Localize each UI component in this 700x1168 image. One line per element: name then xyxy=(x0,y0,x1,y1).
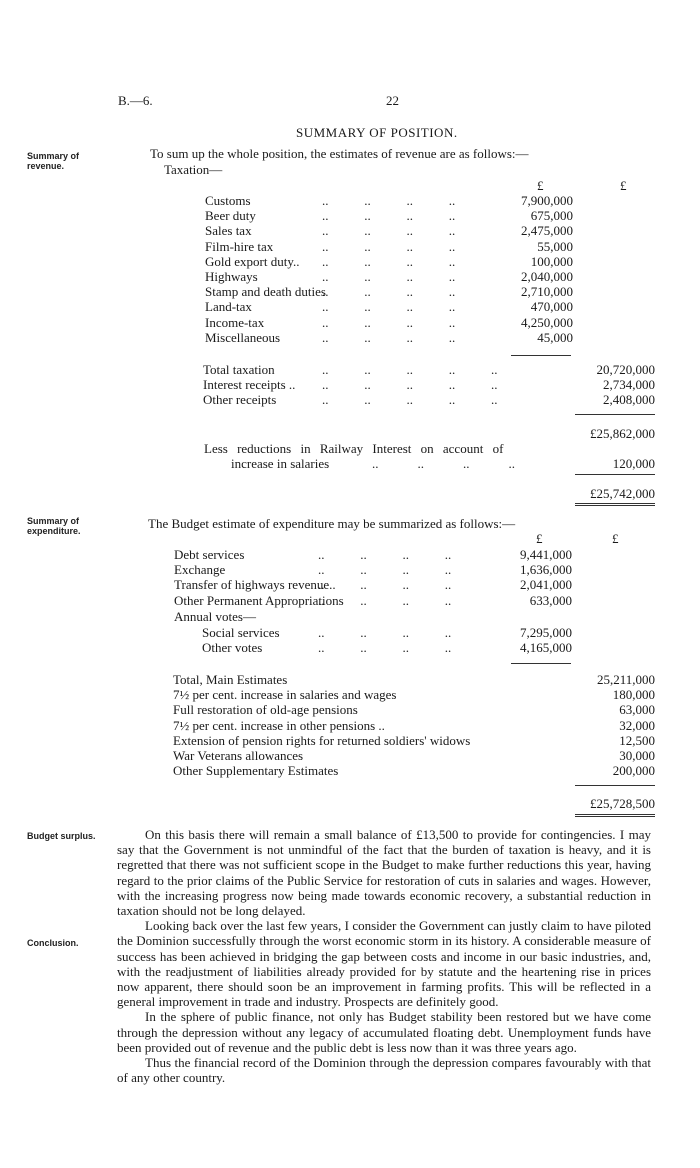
taxation-row xyxy=(205,193,573,208)
taxation-row-leader: .. .. .. .. xyxy=(322,299,456,315)
taxation-table xyxy=(205,193,573,345)
taxation-row-label: Film-hire tax xyxy=(205,238,274,254)
paragraph-finance: In the sphere of public finance, not only has Budget stability been restored but we have come through the depression without any legacy of accumulated floating debt. Unemployment funds have been provided out of revenue and the public debt is less now than it was three years ago. xyxy=(117,1009,651,1055)
paragraph-record: Thus the financial record of the Dominion through the depression compares favourably with that of any other country. xyxy=(117,1055,651,1086)
expenditure-row-value: 2,041,000 xyxy=(520,577,572,593)
expenditure-total-rule xyxy=(575,785,655,786)
supplementary-row-value: 25,211,000 xyxy=(596,672,655,687)
taxation-row-value: 2,710,000 xyxy=(521,284,573,300)
supplementary-row-label: Full restoration of old-age pensions xyxy=(173,702,358,718)
annual-vote-row xyxy=(202,625,572,640)
supplementary-table xyxy=(173,672,655,778)
taxation-row xyxy=(205,269,573,284)
revenue-total-row-value: 20,720,000 xyxy=(596,362,655,377)
revenue-total-row xyxy=(203,362,655,377)
revenue-net-underline xyxy=(575,503,655,506)
revenue-total-row-leader: .. .. .. .. .. xyxy=(322,362,498,377)
expenditure-row-value: 1,636,000 xyxy=(520,562,572,578)
revenue-totals-table xyxy=(203,362,655,408)
margin-note-conclusion: Conclusion. xyxy=(27,938,79,948)
revenue-less-line1: Less reductions in Railway Interest on account of xyxy=(204,441,504,456)
expenditure-row-value: 633,000 xyxy=(529,592,572,608)
page-ref: B.—6. xyxy=(118,93,153,108)
supplementary-row xyxy=(173,702,655,717)
expenditure-row-label: Debt services xyxy=(174,547,245,562)
paragraph-conclusion: Looking back over the last few years, I consider the Government can justly claim to have piloted the Dominion successfully through the worst economic storm in its history. A considerable measure of success has been achieved in bridging the gap between costs and income in our basic industries, and, with the readjustment of liabilities already provided for by statute and the heartening rise in prices now apparent, there should soon be an improvement in farming profits. This will be reflected in a general improvement in trade and industry. Prospects are definitely good. xyxy=(117,918,651,1010)
revenue-total-row-label: Total taxation xyxy=(203,362,275,377)
expenditure-row-label: Exchange xyxy=(174,562,226,578)
revenue-total-row-leader: .. .. .. .. .. xyxy=(322,377,498,393)
taxation-row xyxy=(205,239,573,254)
revenue-intro: To sum up the whole position, the estimates of revenue are as follows:— xyxy=(150,146,529,161)
page-title: SUMMARY OF POSITION. xyxy=(296,125,458,140)
expenditure-row xyxy=(174,562,572,577)
taxation-row-value: 675,000 xyxy=(530,208,573,224)
revenue-total-row-label: Other receipts xyxy=(203,392,277,408)
taxation-row-value: 470,000 xyxy=(530,299,573,315)
margin-note-surplus: Budget surplus. xyxy=(27,831,96,841)
revenue-gross-total: £25,862,000 xyxy=(590,426,655,441)
revenue-less-dots: .. .. .. .. xyxy=(372,456,515,471)
taxation-row-value: 2,475,000 xyxy=(521,223,573,239)
expenditure-row xyxy=(174,547,572,562)
expenditure-currency-col2: £ xyxy=(612,531,619,546)
revenue-total-row-value: 2,408,000 xyxy=(603,392,655,408)
taxation-row-value: 4,250,000 xyxy=(521,314,573,330)
supplementary-row-label: Total, Main Estimates xyxy=(173,672,288,687)
paragraph-surplus: On this basis there will remain a small balance of £13,500 to provide for contingencies. I may say that the Government is not unmindful of the fact that the burden of taxation is heavy, and it is regretted that there was not sufficient scope in the Budget to make further reductions this year, having regard to the prior claims of the Public Service for restoration of cuts in salaries and wages. However, with the increasing progress now being made towards economic recovery, a substantial reduction in taxation should not be long delayed. xyxy=(117,827,651,919)
revenue-net-rule xyxy=(575,474,655,475)
expenditure-row-leader: .. .. .. .. xyxy=(318,562,452,578)
expenditure-currency-col1: £ xyxy=(536,531,543,546)
expenditure-total-underline xyxy=(575,814,655,817)
annual-vote-row-value: 7,295,000 xyxy=(520,625,572,640)
supplementary-row-label: 7½ per cent. increase in other pensions .. xyxy=(173,717,385,733)
supplementary-row xyxy=(173,748,655,763)
annual-votes-heading: Annual votes— xyxy=(174,609,256,624)
supplementary-row xyxy=(173,687,655,702)
annual-vote-row-value: 4,165,000 xyxy=(520,640,572,656)
taxation-row-leader: .. .. .. .. xyxy=(322,329,456,345)
taxation-heading: Taxation— xyxy=(164,162,223,177)
annual-vote-row-label: Social services xyxy=(202,625,280,640)
expenditure-table xyxy=(174,547,572,608)
taxation-row-label: Miscellaneous xyxy=(205,329,281,345)
margin-note-expenditure: Summary of expenditure. xyxy=(27,516,81,536)
taxation-row xyxy=(205,208,573,223)
annual-vote-row-leader: .. .. .. .. xyxy=(318,625,452,640)
taxation-row-label: Customs xyxy=(205,193,251,208)
taxation-row-leader: .. .. .. .. xyxy=(322,208,456,224)
page-number: 22 xyxy=(386,93,399,108)
supplementary-row-value: 32,000 xyxy=(619,717,655,733)
revenue-currency-col2: £ xyxy=(620,178,627,193)
expenditure-row xyxy=(174,593,572,608)
taxation-row xyxy=(205,254,573,269)
taxation-row-leader: .. .. .. .. xyxy=(322,193,456,208)
revenue-totals-rule xyxy=(575,414,655,415)
supplementary-row xyxy=(173,718,655,733)
taxation-row-leader: .. .. .. .. xyxy=(322,314,456,330)
taxation-row-label: Beer duty xyxy=(205,208,256,224)
taxation-row xyxy=(205,284,573,299)
supplementary-row xyxy=(173,672,655,687)
expenditure-row xyxy=(174,577,572,592)
supplementary-row-label: Other Supplementary Estimates xyxy=(173,763,339,779)
annual-vote-row-label: Other votes xyxy=(202,640,263,656)
revenue-net-total: £25,742,000 xyxy=(590,486,655,501)
expenditure-rule xyxy=(511,663,571,664)
taxation-row xyxy=(205,299,573,314)
supplementary-row-value: 180,000 xyxy=(612,687,655,703)
supplementary-row-label: 7½ per cent. increase in salaries and wages xyxy=(173,687,397,703)
taxation-row-label: Highways xyxy=(205,268,258,284)
taxation-row-leader: .. .. .. .. xyxy=(322,238,456,254)
supplementary-row-value: 63,000 xyxy=(619,702,655,718)
annual-vote-row-leader: .. .. .. .. xyxy=(318,640,452,656)
taxation-row-value: 7,900,000 xyxy=(521,193,573,208)
taxation-row-value: 2,040,000 xyxy=(521,268,573,284)
taxation-row-leader: .. .. .. .. xyxy=(322,284,456,300)
revenue-total-row-leader: .. .. .. .. .. xyxy=(322,392,498,408)
expenditure-row-value: 9,441,000 xyxy=(520,547,572,562)
supplementary-row-label: Extension of pension rights for returned soldiers' widows xyxy=(173,732,471,748)
supplementary-row-value: 30,000 xyxy=(619,747,655,763)
annual-vote-row xyxy=(202,640,572,655)
supplementary-row-label: War Veterans allowances xyxy=(173,747,304,763)
taxation-row-value: 55,000 xyxy=(537,238,573,254)
taxation-row-leader: .. .. .. .. xyxy=(322,223,456,239)
expenditure-grand-total: £25,728,500 xyxy=(590,796,655,811)
revenue-total-row xyxy=(203,377,655,392)
taxation-row-value: 45,000 xyxy=(537,329,573,345)
taxation-row xyxy=(205,223,573,238)
taxation-row-label: Gold export duty.. xyxy=(205,253,300,269)
taxation-row-value: 100,000 xyxy=(530,253,573,269)
taxation-row xyxy=(205,330,573,345)
revenue-less-line2: increase in salaries xyxy=(231,456,330,471)
supplementary-row xyxy=(173,733,655,748)
revenue-total-row xyxy=(203,392,655,407)
supplementary-row-value: 200,000 xyxy=(612,763,655,779)
taxation-row-leader: .. .. .. .. xyxy=(322,253,456,269)
expenditure-row-label: Transfer of highways revenue.. xyxy=(174,577,336,593)
supplementary-row xyxy=(173,763,655,778)
expenditure-row-label: Other Permanent Appropriations xyxy=(174,592,344,608)
body-text xyxy=(117,827,651,1085)
expenditure-row-leader: .. .. .. .. xyxy=(318,547,452,562)
revenue-total-row-value: 2,734,000 xyxy=(603,377,655,393)
taxation-rule xyxy=(511,355,571,356)
revenue-less-value: 120,000 xyxy=(612,456,655,471)
margin-note-revenue: Summary of revenue. xyxy=(27,151,80,171)
taxation-row-label: Sales tax xyxy=(205,223,252,239)
taxation-row-label: Stamp and death duties xyxy=(205,284,326,300)
supplementary-row-value: 12,500 xyxy=(619,732,655,748)
taxation-row-leader: .. .. .. .. xyxy=(322,268,456,284)
taxation-row-label: Land-tax xyxy=(205,299,252,315)
revenue-currency-col1: £ xyxy=(537,178,544,193)
revenue-total-row-label: Interest receipts .. xyxy=(203,377,296,393)
expenditure-intro: The Budget estimate of expenditure may be summarized as follows:— xyxy=(148,516,516,531)
taxation-row xyxy=(205,315,573,330)
annual-votes-table xyxy=(202,625,572,655)
expenditure-row-leader: .. .. .. .. xyxy=(318,577,452,593)
taxation-row-label: Income-tax xyxy=(205,314,265,330)
expenditure-row-leader: .. .. .. .. xyxy=(318,592,452,608)
